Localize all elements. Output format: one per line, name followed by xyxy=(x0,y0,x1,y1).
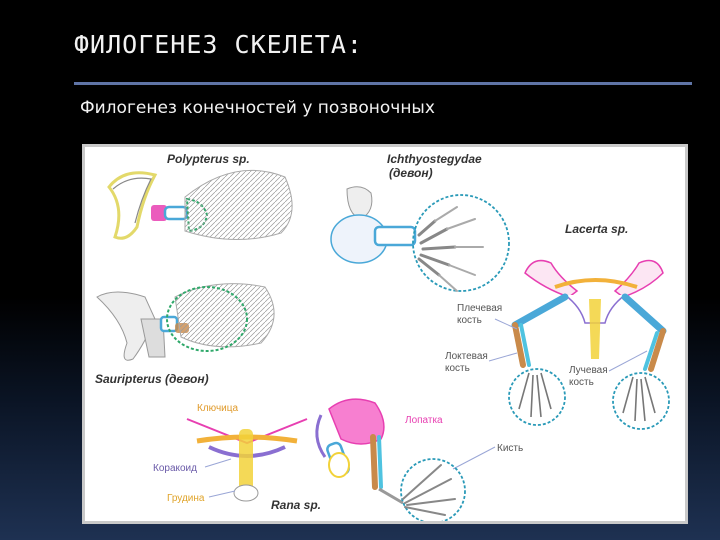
limb-phylogeny-figure xyxy=(82,144,688,524)
figure-canvas xyxy=(85,147,685,521)
species-age-ichthyostegydae: (девон) xyxy=(389,166,433,180)
label-sternum xyxy=(167,491,235,504)
svg-text:кость: кость xyxy=(445,363,470,374)
species-label-ichthyostegydae: Ichthyostegydae xyxy=(387,152,482,166)
label-hand xyxy=(453,443,523,469)
label-ulna xyxy=(445,351,517,374)
svg-text:Плечевая: Плечевая xyxy=(457,303,503,314)
svg-text:Лучевая: Лучевая xyxy=(569,365,608,376)
svg-text:кость: кость xyxy=(569,377,594,388)
slide-title: ФИЛОГЕНЕЗ СКЕЛЕТА: xyxy=(74,30,363,59)
lacerta-skeleton-drawing xyxy=(509,261,669,429)
species-label-lacerta: Lacerta sp. xyxy=(565,222,629,236)
svg-text:Лопатка: Лопатка xyxy=(405,415,443,426)
slide-subtitle: Филогенез конечностей у позвоночных xyxy=(80,98,435,118)
label-clavicle xyxy=(197,403,238,414)
title-divider xyxy=(74,82,692,85)
rana-skeleton-drawing xyxy=(317,399,465,521)
label-humerus xyxy=(457,303,517,329)
svg-text:Ключица: Ключица xyxy=(197,403,239,414)
svg-text:кость: кость xyxy=(457,315,482,326)
species-label-rana: Rana sp. xyxy=(271,498,322,512)
svg-text:Локтевая: Локтевая xyxy=(445,351,488,362)
svg-text:Грудина: Грудина xyxy=(167,493,205,504)
svg-text:Кисть: Кисть xyxy=(497,443,524,454)
ichthyostegydae-limb-drawing xyxy=(331,187,509,291)
label-coracoid xyxy=(153,459,231,474)
species-label-sauripterus: Sauripterus (девон) xyxy=(95,372,209,386)
label-radius xyxy=(569,351,647,388)
label-scapula xyxy=(405,415,443,426)
species-label-polypterus: Polypterus sp. xyxy=(167,152,250,166)
shoulder-girdle-drawing xyxy=(187,419,307,501)
polypterus-fin-drawing xyxy=(109,170,292,239)
svg-text:Коракоид: Коракоид xyxy=(153,463,197,474)
sauripterus-fin-drawing xyxy=(97,284,274,361)
